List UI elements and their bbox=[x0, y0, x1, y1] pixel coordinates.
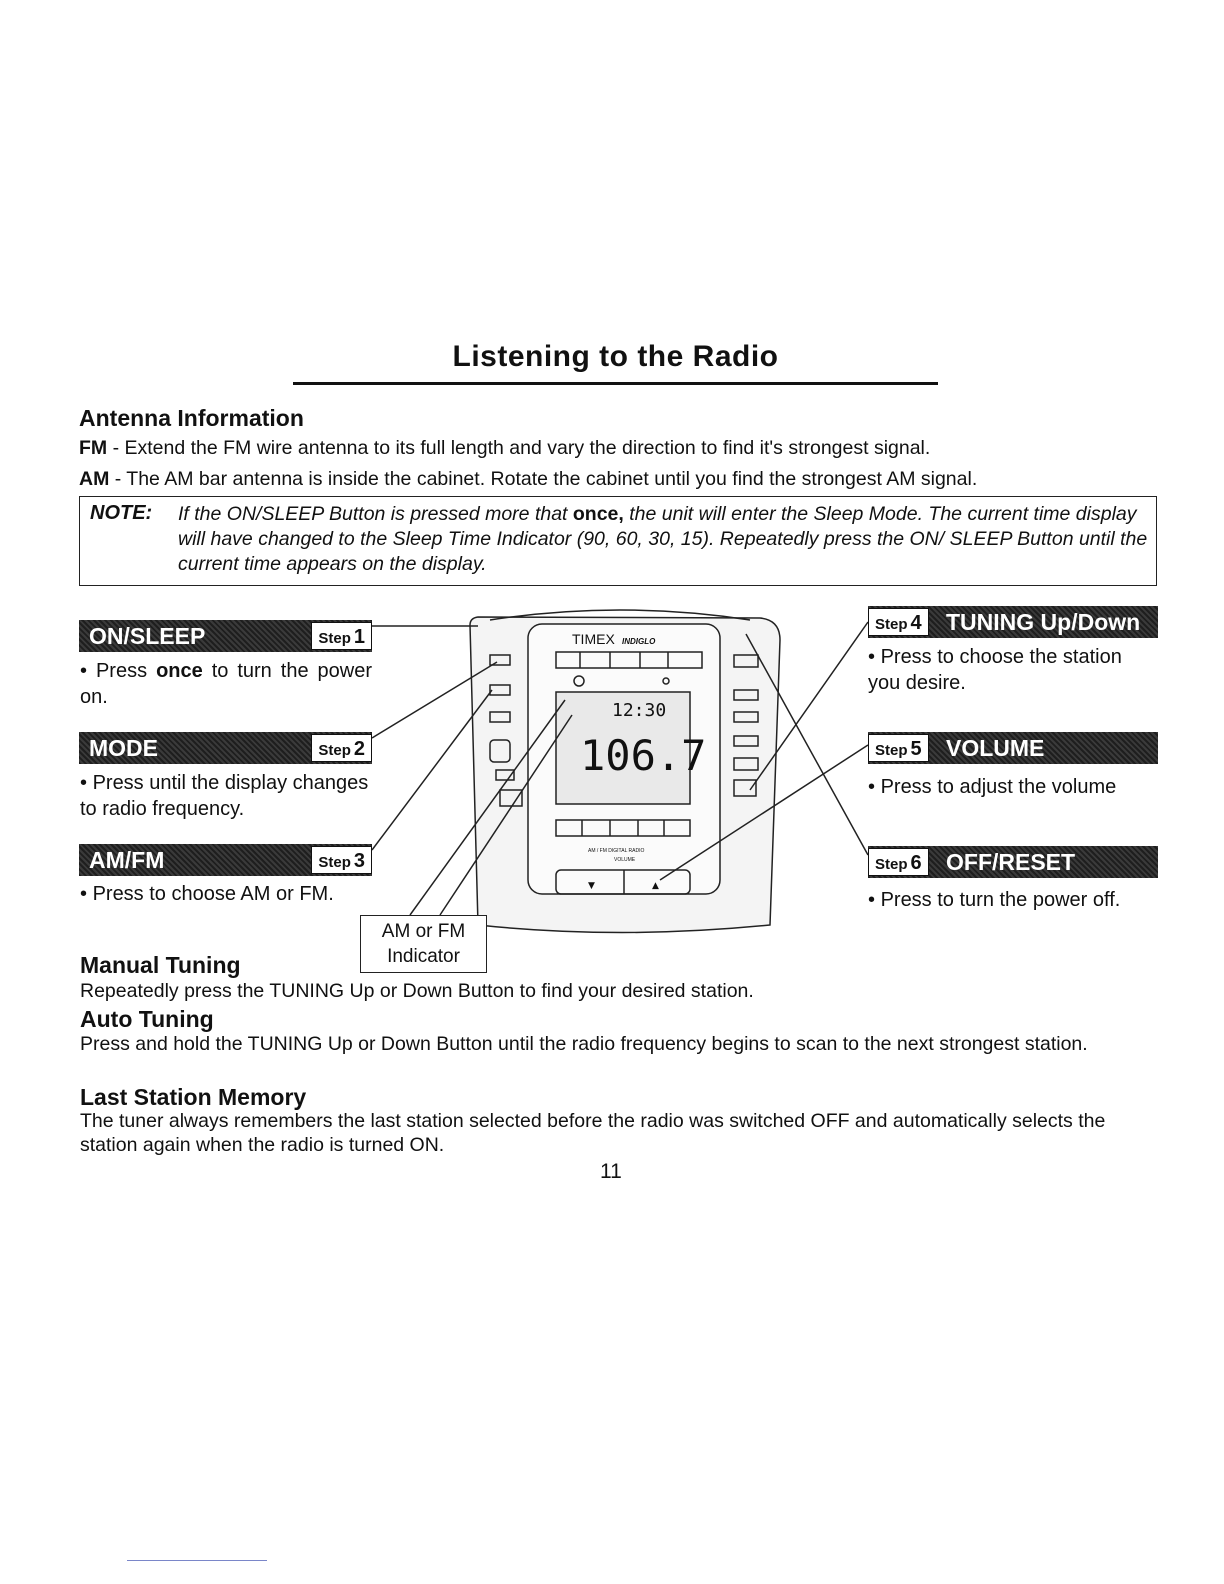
step-text: Press to choose AM or FM. bbox=[92, 883, 334, 905]
step-title: ON/SLEEP bbox=[89, 623, 206, 649]
step-word: Step bbox=[875, 742, 908, 759]
auto-tuning-text: Press and hold the TUNING Up or Down Button until the radio frequency begins to scan to the next strongest station. bbox=[80, 1033, 1088, 1055]
step-title: TUNING Up/Down bbox=[946, 609, 1141, 635]
volume-down-icon: ▼ bbox=[588, 881, 595, 891]
fm-text: - Extend the FM wire antenna to its full length and vary the direction to find it's strongest signal. bbox=[107, 437, 931, 459]
step-tag bbox=[311, 734, 372, 762]
auto-tuning-heading: Auto Tuning bbox=[80, 1006, 214, 1032]
device-brand: TIMEX bbox=[572, 631, 615, 647]
step-tag bbox=[868, 734, 929, 762]
volume-up-icon: ▲ bbox=[652, 881, 659, 891]
step-bar-mode bbox=[79, 732, 372, 764]
step-text: Press to choose the station you desire. bbox=[868, 646, 1122, 694]
note-label: NOTE: bbox=[90, 502, 153, 524]
note-text-part: If the ON/SLEEP Button is pressed more that bbox=[178, 503, 573, 525]
step-word: Step bbox=[875, 856, 908, 873]
step-bar-on-sleep bbox=[79, 620, 372, 652]
step-number: 6 bbox=[910, 852, 922, 874]
note-text-part: the unit will enter the Sleep Mode. The current time display will have changed to the Sleep Time Indicator (90, 60, 30, 15). Repeatedly press the ON/ SLEEP Button until the current time appears on the display. bbox=[178, 503, 1148, 575]
last-station-text: The tuner always remembers the last station selected before the radio was switched OFF and automatically selects the station again when the radio is turned ON. bbox=[80, 1110, 1106, 1156]
am-label: AM bbox=[79, 468, 110, 490]
step-2-text: • Press until the display changes to radio frequency. bbox=[80, 772, 369, 820]
step-4-text: • Press to choose the station you desire. bbox=[868, 646, 1122, 694]
step-bar-off-reset bbox=[868, 846, 1158, 878]
antenna-heading: Antenna Information bbox=[79, 405, 304, 431]
step-number: 4 bbox=[910, 612, 922, 634]
manual-tuning-heading: Manual Tuning bbox=[80, 952, 241, 978]
am-text: - The AM bar antenna is inside the cabinet. Rotate the cabinet until you find the strongest AM signal. bbox=[109, 468, 978, 490]
last-station-heading: Last Station Memory bbox=[80, 1084, 307, 1110]
step-title: OFF/RESET bbox=[946, 849, 1076, 875]
step-6-text: • Press to turn the power off. bbox=[868, 889, 1121, 911]
step-bar-tuning bbox=[868, 606, 1158, 638]
device-bottom-label: AM / FM DIGITAL RADIO bbox=[588, 848, 645, 854]
device-frequency: 106.7 bbox=[580, 731, 707, 780]
note-emphasis: once, bbox=[572, 503, 624, 525]
step-word: Step bbox=[318, 854, 351, 871]
step-number: 3 bbox=[353, 850, 365, 872]
step-bar-am-fm bbox=[79, 844, 372, 876]
step-emphasis: once bbox=[156, 660, 203, 682]
step-tag bbox=[311, 846, 372, 874]
step-text: Press to turn the power off. bbox=[880, 889, 1121, 911]
step-title: VOLUME bbox=[946, 735, 1045, 761]
step-text-part: Press bbox=[95, 660, 157, 682]
step-5-text: • Press to adjust the volume bbox=[868, 776, 1117, 798]
step-tag bbox=[868, 608, 929, 636]
callout-line-2: Indicator bbox=[387, 946, 460, 967]
callout-line-1: AM or FM bbox=[381, 921, 466, 942]
step-3-text: • Press to choose AM or FM. bbox=[80, 883, 334, 905]
page-title: Listening to the Radio bbox=[452, 340, 779, 373]
step-text-part: to turn the power on. bbox=[80, 660, 372, 708]
step-title: MODE bbox=[89, 735, 158, 761]
device-volume-label: VOLUME bbox=[614, 857, 636, 863]
am-fm-indicator-callout bbox=[360, 915, 487, 973]
fm-label: FM bbox=[79, 437, 108, 459]
device-sub-brand: INDIGLO bbox=[622, 637, 656, 646]
step-title: AM/FM bbox=[89, 847, 165, 873]
page-number: 11 bbox=[600, 1160, 622, 1183]
step-1-text: • Press once to turn the power on. bbox=[80, 660, 372, 708]
step-text: Press until the display changes to radio frequency. bbox=[80, 772, 369, 820]
footer-rule bbox=[127, 1560, 267, 1561]
step-number: 2 bbox=[353, 738, 365, 760]
step-word: Step bbox=[875, 616, 908, 633]
step-word: Step bbox=[318, 630, 351, 647]
device-clock: 12:30 bbox=[612, 700, 667, 721]
step-tag bbox=[311, 622, 372, 650]
manual-tuning-text: Repeatedly press the TUNING Up or Down Button to find your desired station. bbox=[80, 980, 754, 1002]
step-number: 1 bbox=[353, 626, 365, 648]
step-bar-volume bbox=[868, 732, 1158, 764]
step-text: Press to adjust the volume bbox=[880, 776, 1117, 798]
step-tag bbox=[868, 848, 929, 876]
step-number: 5 bbox=[910, 738, 922, 760]
step-word: Step bbox=[318, 742, 351, 759]
